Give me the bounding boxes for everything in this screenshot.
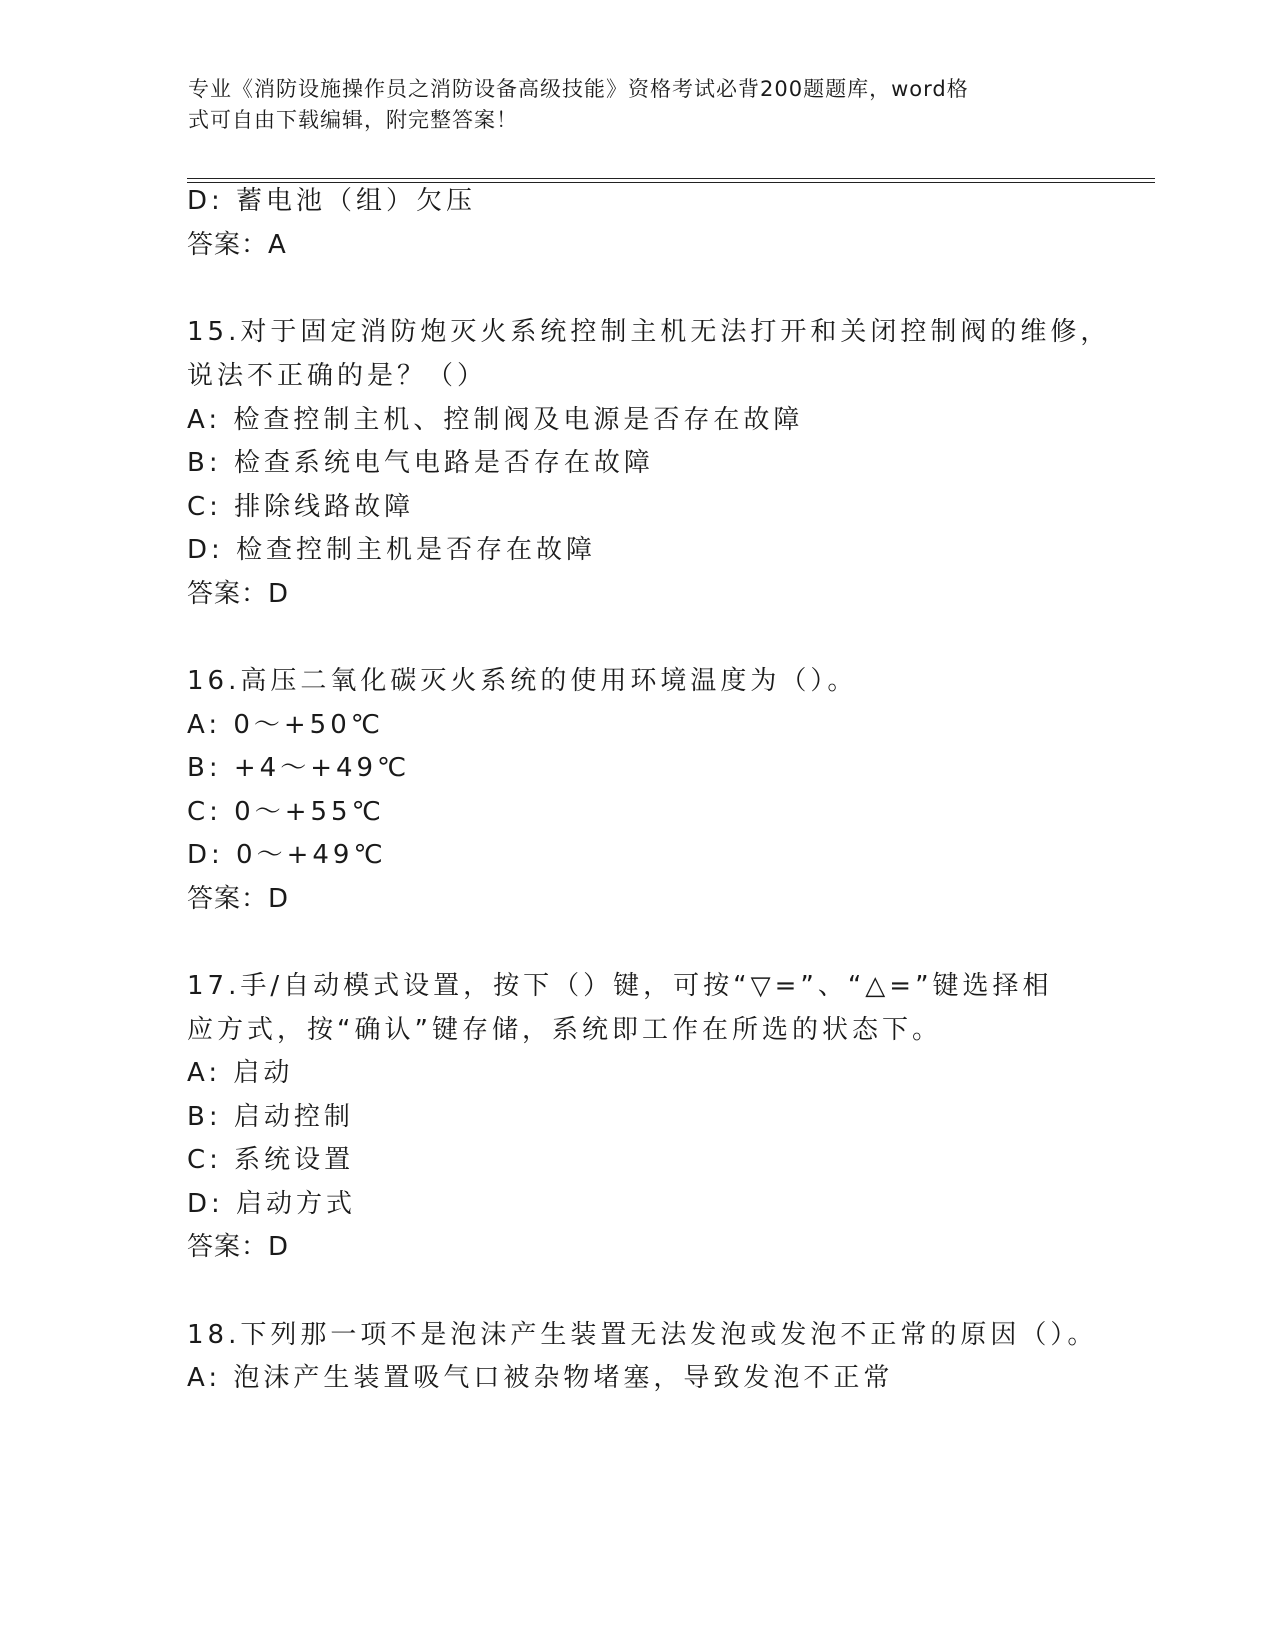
question-16-option-b: B: +4～+49℃	[187, 753, 411, 783]
question-17-option-c: C: 系统设置	[187, 1145, 355, 1175]
answer: 答案：A	[187, 230, 287, 260]
document-header	[188, 74, 1068, 136]
header-line-2: 式可自由下载编辑，附完整答案！	[188, 108, 518, 132]
header-divider-top	[187, 178, 1155, 179]
question-15-option-d: D: 检查控制主机是否存在故障	[187, 535, 597, 565]
question-17-stem-line-2: 应方式，按“确认”键存储，系统即工作在所选的状态下。	[187, 1015, 942, 1045]
question-17-option-b: B: 启动控制	[187, 1102, 354, 1132]
question-16-option-c: C: 0～+55℃	[187, 797, 385, 827]
option-d: D: 蓄电池（组）欠压	[187, 186, 477, 216]
question-17-answer: 答案：D	[187, 1232, 290, 1262]
question-15-stem-line-1: 15.对于固定消防炮灭火系统控制主机无法打开和关闭控制阀的维修，	[187, 317, 1111, 347]
question-16-answer: 答案：D	[187, 884, 290, 914]
question-15-answer: 答案：D	[187, 579, 290, 609]
question-17-option-d: D: 启动方式	[187, 1189, 357, 1219]
question-16-option-a: A: 0～+50℃	[187, 710, 384, 740]
question-15-option-b: B: 检查系统电气电路是否存在故障	[187, 448, 654, 478]
question-18-stem-line-1: 18.下列那一项不是泡沫产生装置无法发泡或发泡不正常的原因（）。	[187, 1320, 1098, 1350]
header-divider-bottom	[187, 182, 1155, 183]
question-16-stem-line-1: 16.高压二氧化碳灭火系统的使用环境温度为（）。	[187, 666, 858, 696]
question-16-option-d: D: 0～+49℃	[187, 840, 387, 870]
question-17-option-a: A: 启动	[187, 1058, 294, 1088]
question-17-stem-line-1: 17.手/自动模式设置，按下（）键，可按“▽=”、“△=”键选择相	[187, 971, 1053, 1001]
question-18-option-a: A: 泡沫产生装置吸气口被杂物堵塞，导致发泡不正常	[187, 1363, 894, 1393]
question-15-option-a: A: 检查控制主机、控制阀及电源是否存在故障	[187, 405, 804, 435]
header-line-1: 专业《消防设施操作员之消防设备高级技能》资格考试必背200题题库，word格	[188, 77, 969, 101]
question-15-stem-line-2: 说法不正确的是？（）	[187, 361, 488, 391]
question-15-option-c: C: 排除线路故障	[187, 492, 415, 522]
